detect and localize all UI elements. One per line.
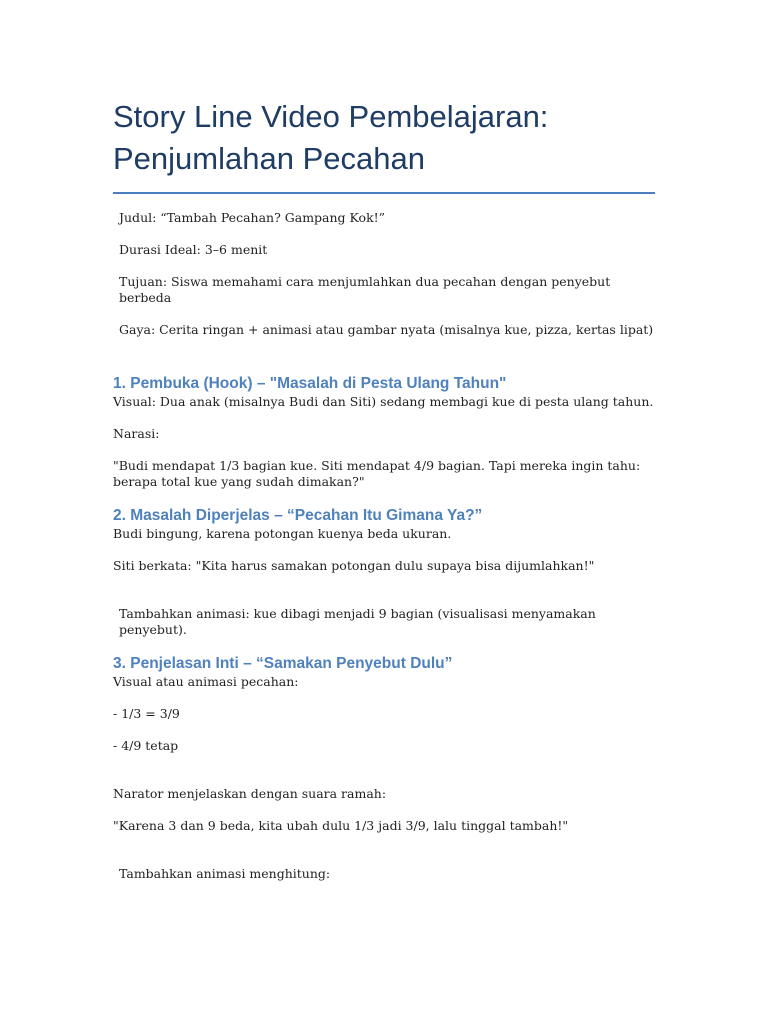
section-line: Siti berkata: "Kita harus samakan potongan dulu supaya bisa dijumlahkan!": [113, 558, 595, 573]
meta-gaya: Gaya: Cerita ringan + animasi atau gambar nyata (misalnya kue, pizza, kertas lipat): [119, 322, 654, 337]
section-heading: 3. Penjelasan Inti – “Samakan Penyebut Dulu”: [113, 655, 453, 672]
section-line: Visual atau animasi pecahan:: [113, 674, 299, 689]
meta-judul: Judul: “Tambah Pecahan? Gampang Kok!”: [119, 210, 386, 225]
section-line: - 4/9 tetap: [113, 738, 179, 753]
metadata-block: [113, 210, 655, 338]
spacer: [113, 770, 655, 786]
section-heading: 2. Masalah Diperjelas – “Pecahan Itu Gimana Ya?”: [113, 507, 483, 524]
section-2: [113, 506, 655, 638]
title-line-2: Penjumlahan Pecahan: [113, 141, 425, 176]
section-3: [113, 654, 655, 882]
section-line: Narator menjelaskan dengan suara ramah:: [113, 786, 387, 801]
spacer: [113, 590, 655, 606]
meta-tujuan: Tujuan: Siswa memahami cara menjumlahkan dua pecahan dengan penyebut berbeda: [119, 274, 611, 305]
section-line: - 1/3 = 3/9: [113, 706, 180, 721]
document-title: [113, 0, 655, 180]
section-heading: 1. Pembuka (Hook) – "Masalah di Pesta Ulang Tahun": [113, 375, 507, 392]
section-line: Visual: Dua anak (misalnya Budi dan Siti) sedang membagi kue di pesta ulang tahun.: [113, 394, 654, 409]
section-line: "Karena 3 dan 9 beda, kita ubah dulu 1/3 jadi 3/9, lalu tinggal tambah!": [113, 818, 569, 833]
title-line-1: Story Line Video Pembelajaran:: [113, 99, 549, 134]
meta-durasi: Durasi Ideal: 3–6 menit: [119, 242, 268, 257]
section-line: Narasi:: [113, 426, 160, 441]
section-line: "Budi mendapat 1/3 bagian kue. Siti mendapat 4/9 bagian. Tapi mereka ingin tahu: berapa total kue yang sudah dimakan?": [113, 458, 641, 489]
spacer: [113, 850, 655, 866]
section-line: Tambahkan animasi: kue dibagi menjadi 9 bagian (visualisasi menyamakan penyebut).: [119, 606, 596, 637]
section-1: [113, 374, 655, 490]
section-line: Tambahkan animasi menghitung:: [119, 866, 331, 881]
title-underline: [113, 192, 655, 194]
section-line: Budi bingung, karena potongan kuenya beda ukuran.: [113, 526, 452, 541]
